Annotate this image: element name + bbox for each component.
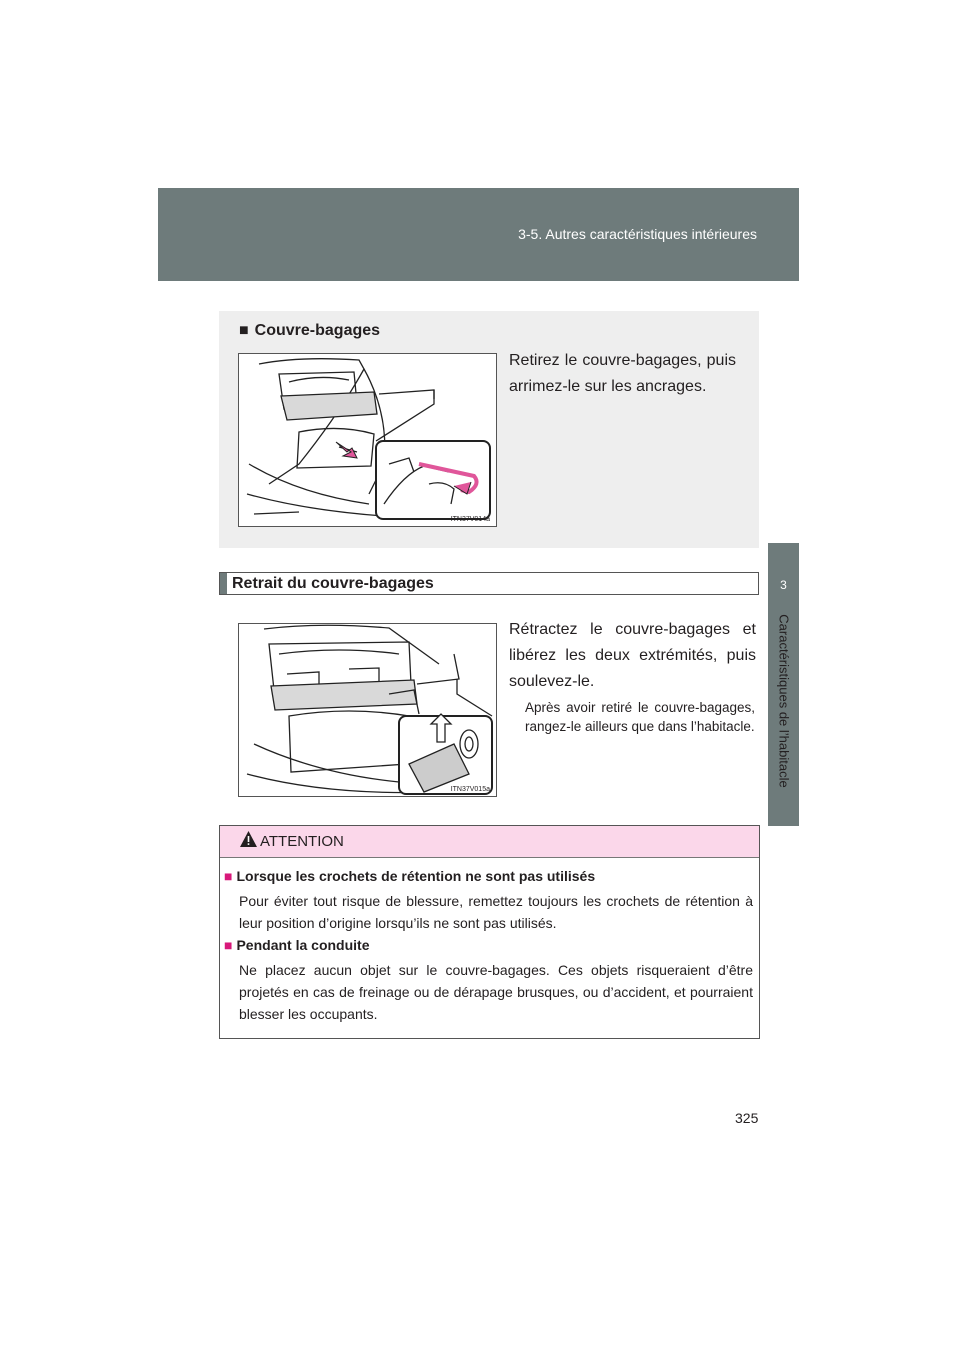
warning-item-heading-text: Pendant la conduite [236,937,370,953]
section-paragraph: Rétractez le couvre-bagages et libérez les deux extrémités, puis soulevez-le. [509,621,756,690]
section-heading: Retrait du couvre-bagages [232,575,434,592]
square-bullet-icon: ■ [224,937,233,953]
warning-item-heading [224,868,595,884]
image-code: ITN37V015a [450,786,490,793]
page-header [158,188,799,281]
section-note: Après avoir retiré le couvre-bagages, rangez-le ailleurs que dans l’habitacle. [525,700,755,734]
section-heading-bar [219,572,759,595]
illustration-cover-removal [238,623,497,797]
section-title: 3-5. Autres caractéristiques intérieures [518,226,757,242]
section-accent [220,573,227,594]
square-bullet-icon: ■ [239,322,249,339]
box-heading [239,322,380,340]
square-bullet-icon: ■ [224,868,233,884]
page-number: 325 [735,1110,759,1126]
cargo-cover-illustration [239,354,496,526]
warning-triangle-icon [240,831,257,847]
cover-removal-illustration [239,624,496,796]
box-heading-text: Couvre-bagages [254,322,381,339]
chapter-number: 3 [780,578,787,592]
illustration-cover-anchor [238,353,497,527]
warning-box [219,825,760,1039]
warning-title: ATTENTION [260,833,344,850]
warning-item-text: Ne placez aucun objet sur le couvre-bagages. Ces objets risqueraient d’être projetés en cas de freinage ou de dérapage brusques, ou d’accident, et pourraient blesser les occupants. [239,962,753,1022]
image-code: ITN37V014a [450,516,490,523]
warning-header [220,826,759,858]
warning-item-text: Pour éviter tout risque de blessure, remettez toujours les crochets de rétention à leur position d’origine lorsqu’ils ne sont pas utilisés. [239,893,753,931]
warning-item-heading-text: Lorsque les crochets de rétention ne sont pas utilisés [236,868,596,884]
chapter-label-text: Caractéristiques de l’habitacle [776,614,792,788]
box-paragraph: Retirez le couvre-bagages, puis arrimez-le sur les ancrages. [509,352,736,395]
chapter-label [771,572,797,830]
warning-item-heading [224,937,369,953]
